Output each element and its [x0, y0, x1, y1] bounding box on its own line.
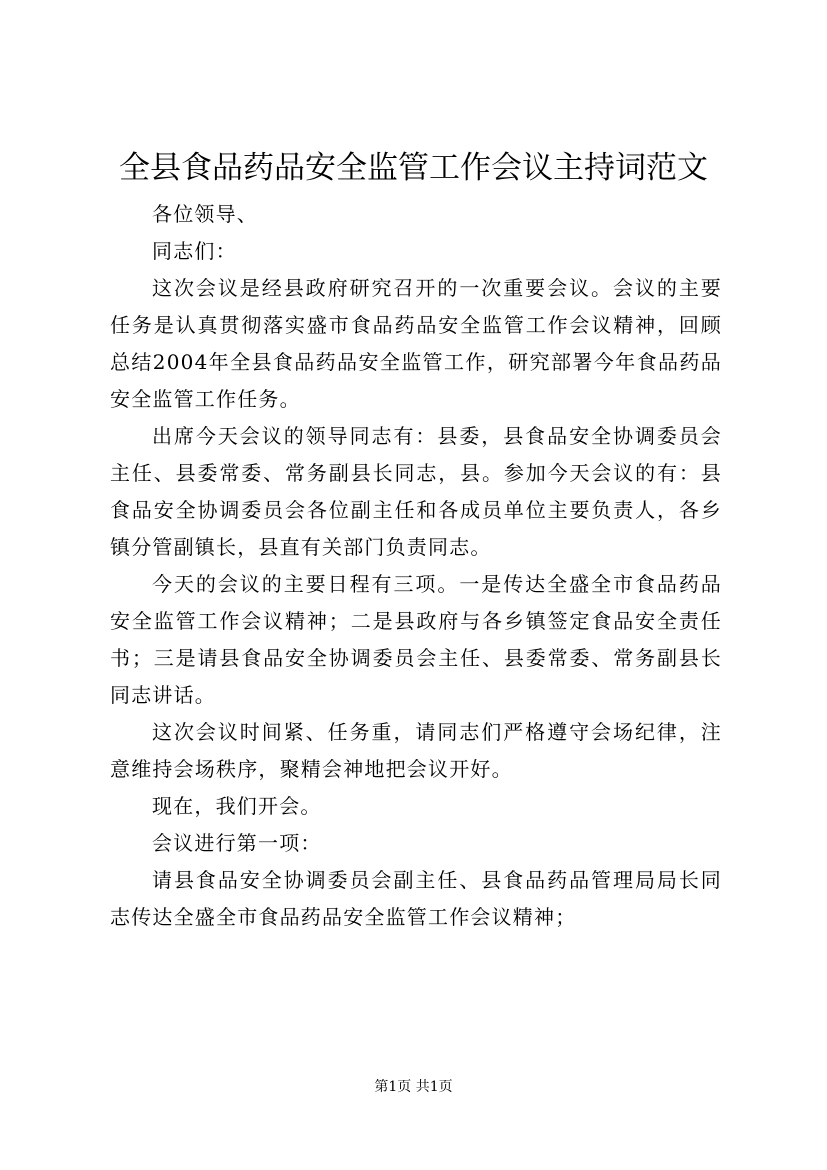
document-title: 全县食品药品安全监管工作会议主持词范文	[119, 150, 708, 186]
document-body	[110, 196, 722, 936]
paragraph-greeting-comrades: 同志们：	[152, 239, 237, 263]
paragraph-agenda: 今天的会议的主要日程有三项。一是传达全盛全市食品药品安全监管工作会议精神；二是县政府与各乡镇签定食品安全责任书；三是请县食品安全协调委员会主任、县委常委、常务副县长同志讲话。	[110, 572, 722, 707]
paragraph-attendees: 出席今天会议的领导同志有：县委，县食品安全协调委员会主任、县委常委、常务副县长同志，县。参加今天会议的有：县食品安全协调委员会各位副主任和各成员单位主要负责人，各乡镇分管副镇长，县直有关部门负责同志。	[110, 424, 722, 559]
paragraph-greeting-leaders: 各位领导、	[152, 202, 258, 226]
page-footer: 第1页 共1页	[374, 1079, 453, 1095]
paragraph-opening: 现在，我们开会。	[152, 794, 322, 818]
paragraph-item-one: 会议进行第一项：	[152, 831, 322, 855]
paragraph-item-one-detail: 请县食品安全协调委员会副主任、县食品药品管理局局长同志传达全盛全市食品药品安全监管工作会议精神；	[110, 868, 722, 929]
paragraph-discipline: 这次会议时间紧、任务重，请同志们严格遵守会场纪律，注意维持会场秩序，聚精会神地把会议开好。	[110, 720, 722, 781]
paragraph-meeting-purpose: 这次会议是经县政府研究召开的一次重要会议。会议的主要任务是认真贯彻落实盛市食品药品安全监管工作会议精神，回顾总结2004年全县食品药品安全监管工作，研究部署今年食品药品安全监管工作任务。	[110, 276, 722, 411]
